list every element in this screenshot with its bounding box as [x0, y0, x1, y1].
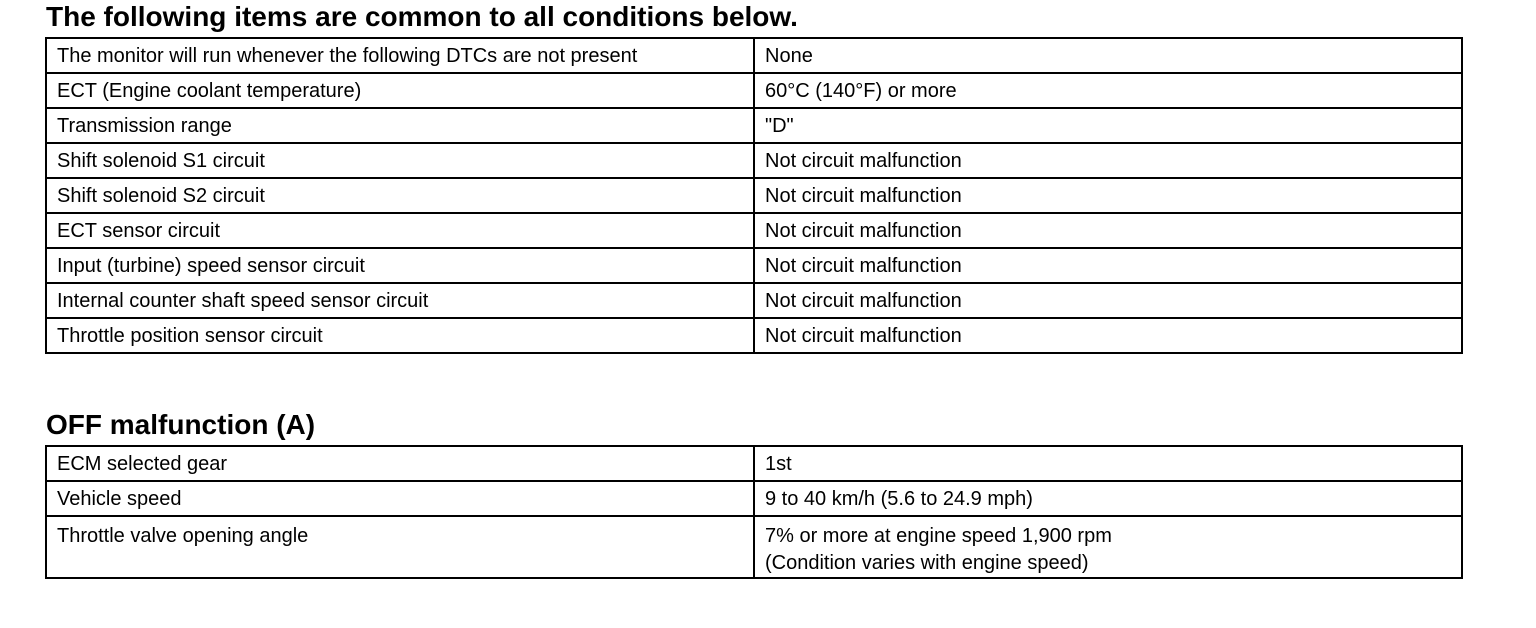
- condition-value-line: 1st: [765, 453, 792, 475]
- condition-value: [754, 481, 1462, 516]
- condition-label: Throttle position sensor circuit: [46, 318, 754, 353]
- common-conditions-table: [45, 37, 1463, 354]
- condition-value: [754, 213, 1462, 248]
- table-row: [46, 108, 1462, 143]
- condition-label: Input (turbine) speed sensor circuit: [46, 248, 754, 283]
- table-row: [46, 446, 1462, 481]
- table-row: [46, 248, 1462, 283]
- table-row: [46, 38, 1462, 73]
- condition-value: [754, 143, 1462, 178]
- condition-label: Vehicle speed: [46, 481, 754, 516]
- condition-value: [754, 446, 1462, 481]
- table-row: [46, 318, 1462, 353]
- table-row: [46, 213, 1462, 248]
- section-title-common-conditions: The following items are common to all conditions below.: [46, 1, 798, 32]
- condition-label: ECM selected gear: [46, 446, 754, 481]
- condition-value-line: Not circuit malfunction: [765, 150, 962, 172]
- condition-label: Shift solenoid S1 circuit: [46, 143, 754, 178]
- table-row: [46, 516, 1462, 578]
- condition-value: [754, 248, 1462, 283]
- condition-value: [754, 73, 1462, 108]
- condition-value-line: Not circuit malfunction: [765, 220, 962, 242]
- condition-label: Throttle valve opening angle: [46, 516, 754, 578]
- section-title-off-malfunction: OFF malfunction (A): [46, 409, 316, 440]
- condition-value: [754, 108, 1462, 143]
- condition-label: ECT (Engine coolant temperature): [46, 73, 754, 108]
- condition-value-line: Not circuit malfunction: [765, 290, 962, 312]
- condition-value-line: 60°C (140°F) or more: [765, 80, 957, 102]
- table-row: [46, 283, 1462, 318]
- condition-label: Shift solenoid S2 circuit: [46, 178, 754, 213]
- table-row: [46, 143, 1462, 178]
- condition-value: [754, 283, 1462, 318]
- condition-value: [754, 516, 1462, 578]
- table-row: [46, 178, 1462, 213]
- condition-label: The monitor will run whenever the following DTCs are not present: [46, 38, 754, 73]
- condition-value-line: Not circuit malfunction: [765, 255, 962, 277]
- off-malfunction-table: [45, 445, 1463, 579]
- table-row: [46, 73, 1462, 108]
- condition-value: [754, 38, 1462, 73]
- condition-value: [754, 318, 1462, 353]
- condition-value-line: Not circuit malfunction: [765, 185, 962, 207]
- condition-value-line: "D": [765, 115, 794, 137]
- condition-value-line: (Condition varies with engine speed): [765, 552, 1089, 574]
- condition-value-line: None: [765, 45, 813, 67]
- condition-value-line: 9 to 40 km/h (5.6 to 24.9 mph): [765, 488, 1033, 510]
- table-row: [46, 481, 1462, 516]
- condition-label: ECT sensor circuit: [46, 213, 754, 248]
- condition-value: [754, 178, 1462, 213]
- condition-value-line: 7% or more at engine speed 1,900 rpm: [765, 525, 1112, 547]
- condition-value-line: Not circuit malfunction: [765, 325, 962, 347]
- condition-label: Internal counter shaft speed sensor circuit: [46, 283, 754, 318]
- condition-label: Transmission range: [46, 108, 754, 143]
